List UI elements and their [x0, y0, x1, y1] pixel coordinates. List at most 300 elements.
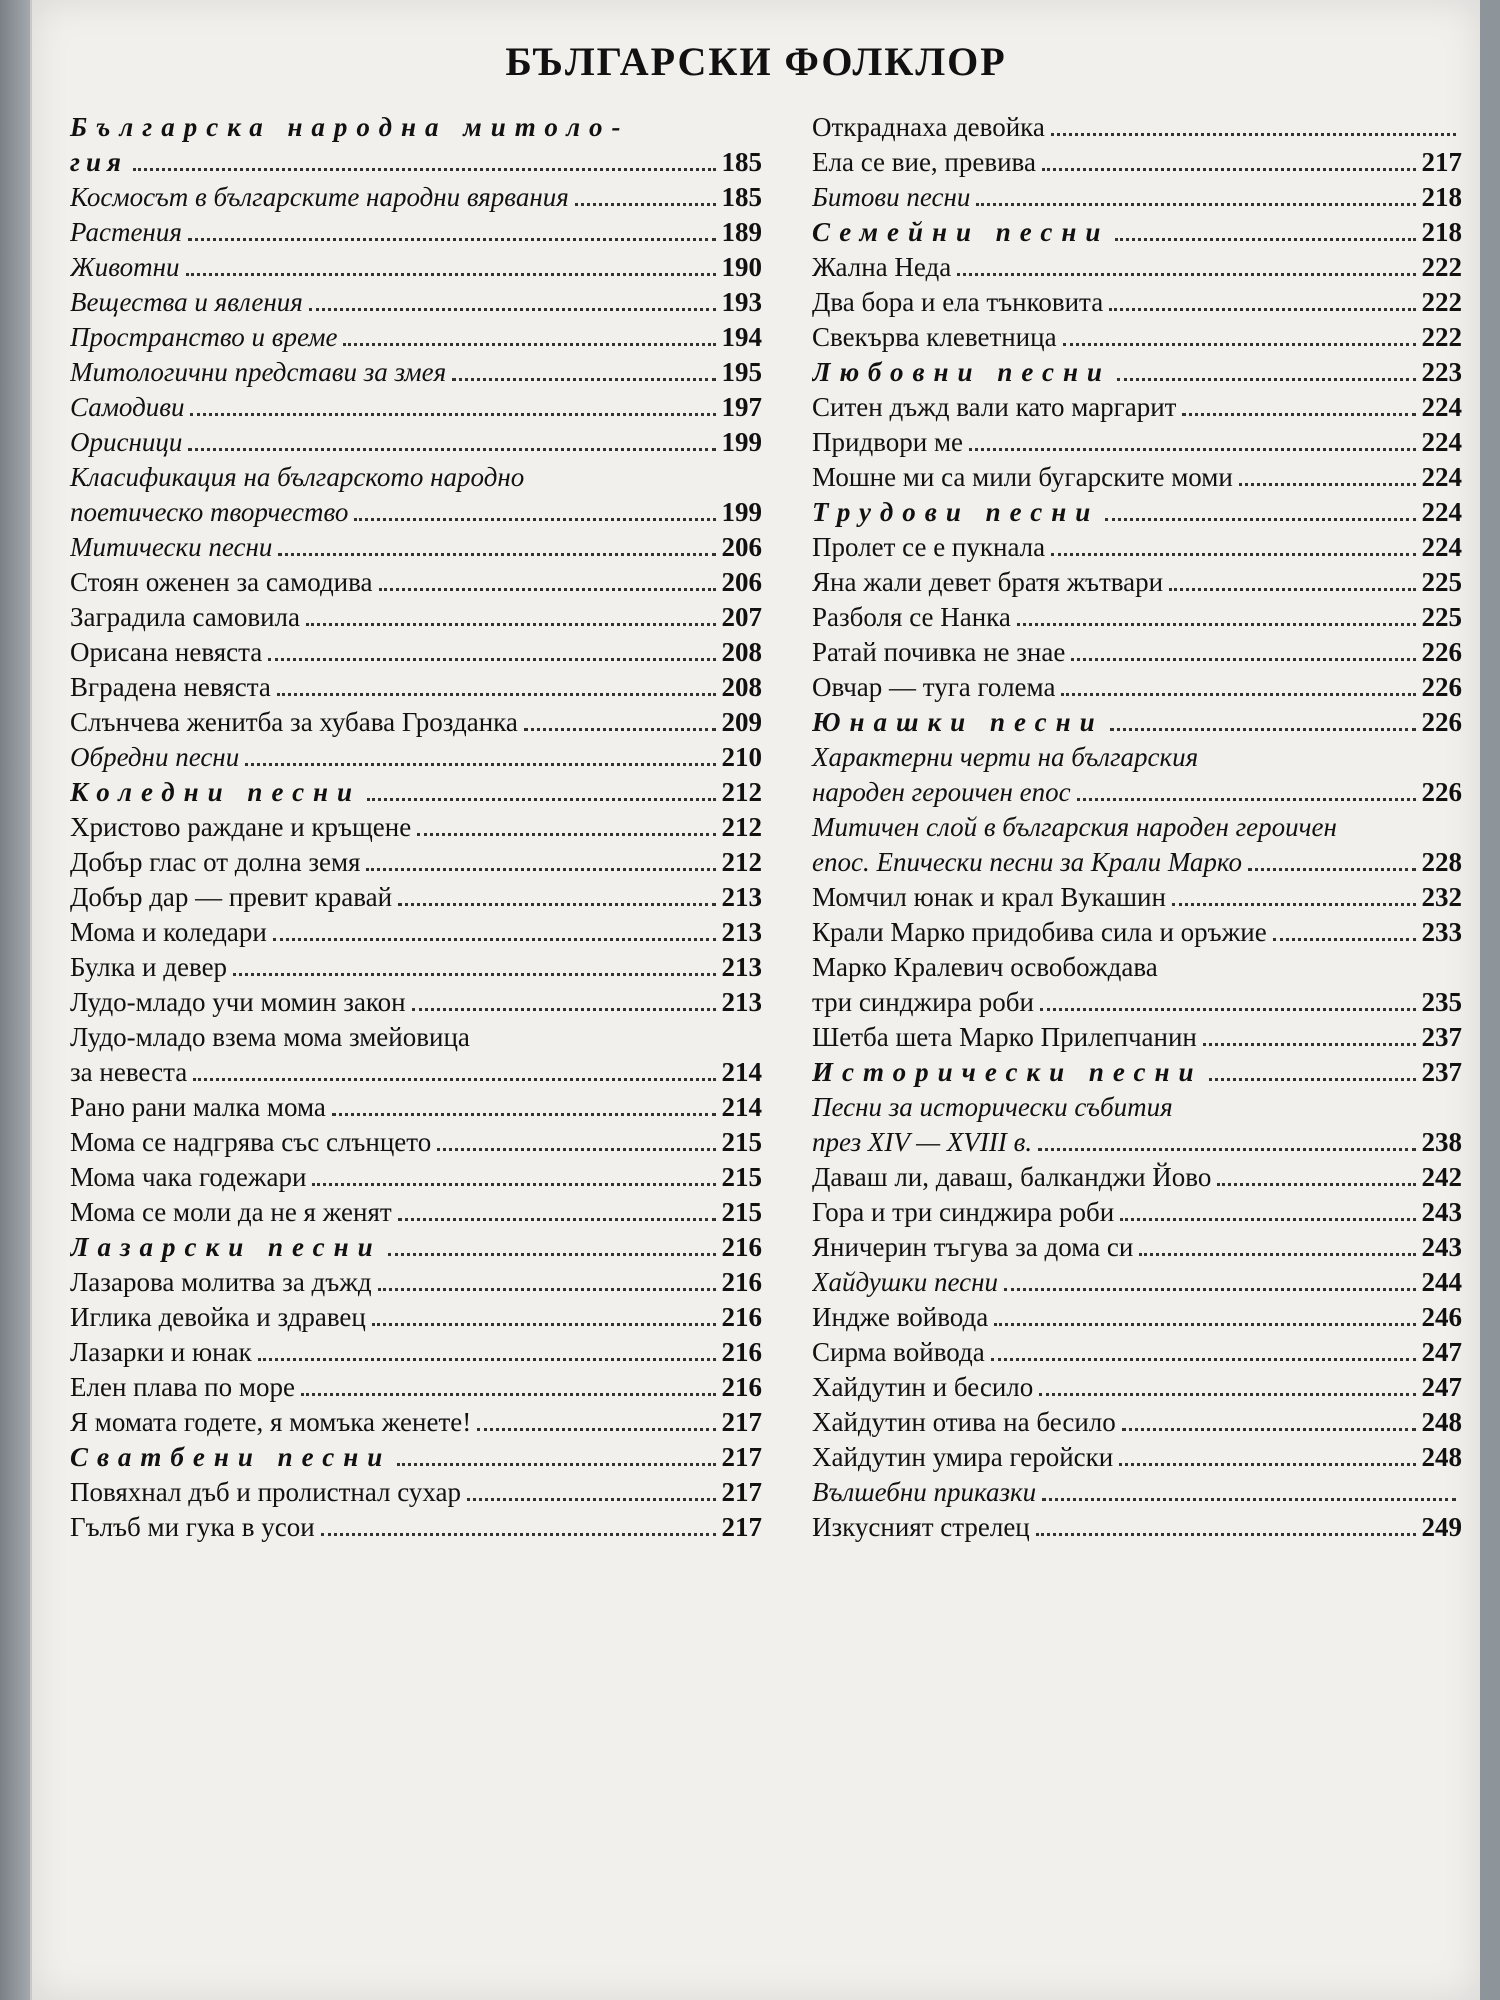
- toc-page-number: 207: [721, 602, 762, 632]
- toc-page-number: 222: [1421, 252, 1462, 282]
- dot-leader: [1042, 1498, 1456, 1501]
- toc-entry-title: Орисници: [70, 427, 183, 457]
- dot-leader: [1039, 1393, 1415, 1396]
- toc-entry: [812, 1300, 1462, 1335]
- toc-page-number: 224: [1421, 392, 1462, 422]
- toc-entry: [70, 810, 762, 845]
- toc-entry-title: Индже войвода: [812, 1302, 989, 1332]
- toc-entry: [70, 320, 762, 355]
- toc-entry-title: Слънчева женитба за хубава Грозданка: [70, 707, 518, 737]
- toc-page-number: 217: [721, 1407, 762, 1437]
- toc-entry-title: гия: [70, 147, 127, 177]
- toc-entry: [70, 1125, 762, 1160]
- toc-entry-title: Юнашки песни: [812, 707, 1104, 737]
- dot-leader: [994, 1323, 1415, 1326]
- toc-page-number: 249: [1421, 1512, 1462, 1542]
- dot-leader: [398, 903, 715, 906]
- dot-leader: [306, 623, 715, 626]
- toc-page-number: 224: [1421, 462, 1462, 492]
- dot-leader: [278, 553, 715, 556]
- toc-page-number: 194: [721, 322, 762, 352]
- toc-page-number: 216: [721, 1267, 762, 1297]
- toc-page-number: 223: [1421, 357, 1462, 387]
- toc-page-number: 195: [721, 357, 762, 387]
- dot-leader: [1077, 798, 1416, 801]
- toc-entry: [70, 845, 762, 880]
- toc-entry-title: Исторически песни: [812, 1057, 1203, 1087]
- dot-leader: [332, 1113, 716, 1116]
- toc-entry-title: за невеста: [70, 1057, 188, 1087]
- toc-page-number: 217: [721, 1512, 762, 1542]
- toc-entry-title: Добър дар — превит кравай: [70, 882, 393, 912]
- toc-entry-title: през XIV — XVIII в.: [812, 1127, 1033, 1157]
- toc-entry: [70, 1090, 762, 1125]
- dot-leader: [378, 1288, 716, 1291]
- dot-leader: [524, 728, 716, 731]
- toc-entry-title: Я момата годете, я момъка женете!: [70, 1407, 472, 1437]
- toc-entry-title: Пролет се е пукнала: [812, 532, 1046, 562]
- toc-page-number: 213: [721, 917, 762, 947]
- dot-leader: [452, 378, 715, 381]
- dot-leader: [1040, 1008, 1416, 1011]
- dot-leader: [1248, 868, 1415, 871]
- toc-entry-title: Шетба шета Марко Прилепчанин: [812, 1022, 1197, 1052]
- toc-page-number: 225: [1421, 567, 1462, 597]
- toc-entry-title: Семейни песни: [812, 217, 1110, 247]
- dot-leader: [1273, 938, 1416, 941]
- toc-entry-title: Лазарки и юнак: [70, 1337, 252, 1367]
- toc-entry-title: Изкусният стрелец: [812, 1512, 1030, 1542]
- toc-page-number: 237: [1421, 1057, 1462, 1087]
- toc-entry-title: Хайдутин умира геройски: [812, 1442, 1114, 1472]
- dot-leader: [1109, 308, 1415, 311]
- dot-leader: [1117, 378, 1416, 381]
- toc-page-number: 235: [1421, 987, 1462, 1017]
- toc-entry-title: Придвори ме: [812, 427, 964, 457]
- toc-entry-title: Животни: [70, 252, 180, 282]
- toc-page-number: 215: [721, 1162, 762, 1192]
- toc-page-number: 213: [721, 952, 762, 982]
- toc-entry: [812, 1265, 1462, 1300]
- toc-entry-title: Хайдушки песни: [812, 1267, 999, 1297]
- dot-leader: [1172, 903, 1416, 906]
- toc-entry: [70, 285, 762, 320]
- toc-page-number: 210: [721, 742, 762, 772]
- dot-leader: [258, 1358, 716, 1361]
- toc-page-number: 185: [721, 182, 762, 212]
- toc-page-number: 217: [1421, 147, 1462, 177]
- toc-entry: [812, 880, 1462, 915]
- toc-entry-title: Лазарова молитва за дъжд: [70, 1267, 372, 1297]
- toc-entry-title: Яничерин тъгува за дома си: [812, 1232, 1134, 1262]
- toc-entry-title: народен героичен епос: [812, 777, 1071, 807]
- dot-leader: [397, 1463, 715, 1466]
- toc-entry: [70, 950, 762, 985]
- dot-leader: [273, 938, 716, 941]
- dot-leader: [991, 1358, 1416, 1361]
- toc-entry: [70, 705, 762, 740]
- toc-page-number: 222: [1421, 287, 1462, 317]
- toc-entry-title: поетическо творчество: [70, 497, 349, 527]
- dot-leader: [417, 833, 715, 836]
- toc-entry: [812, 145, 1462, 180]
- toc-page-number: 248: [1421, 1407, 1462, 1437]
- toc-page-number: 193: [721, 287, 762, 317]
- toc-entry: [812, 110, 1462, 145]
- toc-entry-title: Христово раждане и кръщене: [70, 812, 412, 842]
- toc-entry-title: Свекърва клеветница: [812, 322, 1057, 352]
- toc-page-number: 206: [721, 567, 762, 597]
- toc-entry-title: Сватбени песни: [70, 1442, 392, 1472]
- dot-leader: [1004, 1288, 1415, 1291]
- dot-leader: [379, 588, 716, 591]
- toc-entry: [812, 985, 1462, 1020]
- toc-entry: [812, 285, 1462, 320]
- toc-entry: [812, 495, 1462, 530]
- dot-leader: [1042, 168, 1416, 171]
- toc-entry: [812, 635, 1462, 670]
- toc-page-number: 244: [1421, 1267, 1462, 1297]
- toc-entry-title: Обредни песни: [70, 742, 240, 772]
- toc-entry-title: Мома се надгрява със слънцето: [70, 1127, 432, 1157]
- toc-page-number: 247: [1421, 1337, 1462, 1367]
- toc-page-number: 212: [721, 847, 762, 877]
- toc-page-number: 212: [721, 812, 762, 842]
- toc-page-number: 218: [1421, 182, 1462, 212]
- toc-page-number: 228: [1421, 847, 1462, 877]
- toc-entry: [812, 1020, 1462, 1055]
- toc-page-number: 246: [1421, 1302, 1462, 1332]
- toc-page-number: 213: [721, 987, 762, 1017]
- dot-leader: [398, 1218, 716, 1221]
- toc-entry: [70, 635, 762, 670]
- toc-entry-title: Коледни песни: [70, 777, 362, 807]
- toc-entry: [70, 1405, 762, 1440]
- toc-page-number: 197: [721, 392, 762, 422]
- dot-leader: [1239, 483, 1416, 486]
- dot-leader: [188, 448, 715, 451]
- toc-page-number: 189: [721, 217, 762, 247]
- dot-leader: [1209, 1078, 1416, 1081]
- toc-entry: [70, 1195, 762, 1230]
- toc-line: Митичен слой в българския народен героичен: [812, 812, 1337, 842]
- dot-leader: [1110, 728, 1416, 731]
- toc-entry-title: Хайдутин отива на бесило: [812, 1407, 1116, 1437]
- toc-entry-title: Трудови песни: [812, 497, 1100, 527]
- toc-page-number: 226: [1421, 637, 1462, 667]
- toc-entry: [812, 915, 1462, 950]
- toc-entry: [70, 670, 762, 705]
- toc-entry-title: Хайдутин и бесило: [812, 1372, 1034, 1402]
- toc-page-number: 208: [721, 672, 762, 702]
- dot-leader: [321, 1533, 716, 1536]
- toc-entry: [70, 215, 762, 250]
- toc-entry: [70, 425, 762, 460]
- toc-entry: [812, 355, 1462, 390]
- toc-entry-title: Мома и коледари: [70, 917, 267, 947]
- toc-entry: [812, 845, 1462, 880]
- dot-leader: [309, 308, 716, 311]
- dot-leader: [372, 1323, 716, 1326]
- dot-leader: [1217, 1183, 1415, 1186]
- binder-edge: [0, 0, 30, 2000]
- dot-leader: [1051, 553, 1415, 556]
- toc-entry: [70, 1265, 762, 1300]
- toc-entry: [812, 600, 1462, 635]
- dot-leader: [268, 658, 715, 661]
- toc-entry: [70, 1510, 762, 1545]
- toc-page-number: 225: [1421, 602, 1462, 632]
- toc-entry: [812, 1055, 1462, 1090]
- toc-entry: [70, 1335, 762, 1370]
- toc-entry-title: Разболя се Нанка: [812, 602, 1011, 632]
- toc-page-number: 215: [721, 1127, 762, 1157]
- toc-line: Българска народна митоло-: [70, 112, 630, 142]
- toc-entry: [70, 145, 762, 180]
- toc-entry-title: Крали Марко придобива сила и оръжие: [812, 917, 1267, 947]
- toc-entry: [70, 775, 762, 810]
- dot-leader: [301, 1393, 716, 1396]
- toc-entry: [812, 1440, 1462, 1475]
- toc-entry: [812, 320, 1462, 355]
- toc-line: Марко Кралевич освобождава: [812, 952, 1158, 982]
- dot-leader: [277, 693, 716, 696]
- toc-entry-title: Битови песни: [812, 182, 971, 212]
- dot-leader: [437, 1148, 715, 1151]
- toc-entry-title: Сирма войвода: [812, 1337, 985, 1367]
- toc-page-number: 218: [1421, 217, 1462, 247]
- toc-page-number: 243: [1421, 1232, 1462, 1262]
- toc-page-number: 213: [721, 882, 762, 912]
- toc-entry-title: Булка и девер: [70, 952, 228, 982]
- toc-line: Характерни черти на българския: [812, 742, 1199, 772]
- toc-page-number: 248: [1421, 1442, 1462, 1472]
- dot-leader: [1063, 343, 1416, 346]
- toc-entry: [70, 355, 762, 390]
- dot-leader: [969, 448, 1415, 451]
- dot-leader: [1051, 133, 1456, 136]
- toc-entry: [70, 390, 762, 425]
- toc-page-number: 243: [1421, 1197, 1462, 1227]
- toc-entry: [70, 530, 762, 565]
- toc-entry-title: Заградила самовила: [70, 602, 301, 632]
- toc-entry-title: Повяхнал дъб и пролистнал сухар: [70, 1477, 462, 1507]
- dot-leader: [1017, 623, 1416, 626]
- toc-page-number: 216: [721, 1337, 762, 1367]
- toc-entry-title: Жална Неда: [812, 252, 952, 282]
- toc-entry: [812, 215, 1462, 250]
- toc-page-number: 232: [1421, 882, 1462, 912]
- dot-leader: [388, 1253, 716, 1256]
- toc-page-number: 212: [721, 777, 762, 807]
- toc-entry-title: Орисана невяста: [70, 637, 263, 667]
- toc-page-number: 214: [721, 1092, 762, 1122]
- toc-column-right: [812, 110, 1462, 1545]
- toc-column-left: [70, 110, 762, 1545]
- dot-leader: [1071, 658, 1415, 661]
- toc-entry: [812, 670, 1462, 705]
- toc-entry: [70, 250, 762, 285]
- toc-entry-title: Мома чака годежари: [70, 1162, 307, 1192]
- toc-page-number: 216: [721, 1372, 762, 1402]
- toc-entry: [70, 1370, 762, 1405]
- dot-leader: [343, 343, 715, 346]
- toc-page-number: 214: [721, 1057, 762, 1087]
- dot-leader: [1036, 1533, 1416, 1536]
- dot-leader: [193, 1078, 715, 1081]
- toc-entry: [812, 1230, 1462, 1265]
- dot-leader: [1203, 1043, 1416, 1046]
- toc-page-number: 216: [721, 1232, 762, 1262]
- toc-entry: [812, 390, 1462, 425]
- toc-page-number: 199: [721, 497, 762, 527]
- dot-leader: [188, 238, 716, 241]
- toc-page-number: 224: [1421, 497, 1462, 527]
- toc-entry-title: Вълшебни приказки: [812, 1477, 1037, 1507]
- toc-entry-title: Пространство и време: [70, 322, 338, 352]
- toc-entry: [812, 1335, 1462, 1370]
- dot-leader: [133, 168, 716, 171]
- dot-leader: [1105, 518, 1415, 521]
- toc-entry: [70, 1475, 762, 1510]
- toc-line: Класификация на българското народно: [70, 462, 525, 492]
- toc-entry-title: Космосът в българските народни вярвания: [70, 182, 569, 212]
- dot-leader: [366, 868, 715, 871]
- toc-page-number: 226: [1421, 672, 1462, 702]
- toc-page-number: 226: [1421, 707, 1462, 737]
- toc-page-number: 242: [1421, 1162, 1462, 1192]
- dot-leader: [233, 973, 715, 976]
- toc-entry: [812, 1370, 1462, 1405]
- toc-entry-title: Вградена невяста: [70, 672, 271, 702]
- toc-entry-title: Митологични представи за змея: [70, 357, 447, 387]
- toc-entry-title: Лудо-младо учи момин закон: [70, 987, 406, 1017]
- toc-page-number: 190: [721, 252, 762, 282]
- toc-entry: [812, 180, 1462, 215]
- dot-leader: [190, 413, 715, 416]
- toc-entry: [70, 985, 762, 1020]
- toc-page-number: 247: [1421, 1372, 1462, 1402]
- toc-page-number: 216: [721, 1302, 762, 1332]
- toc-page-number: 226: [1421, 777, 1462, 807]
- toc-entry-title: Растения: [70, 217, 182, 247]
- toc-entry-title: епос. Епически песни за Крали Марко: [812, 847, 1243, 877]
- dot-leader: [1122, 1428, 1416, 1431]
- toc-entry: [70, 565, 762, 600]
- toc-entry-title: Ситен дъжд вали като маргарит: [812, 392, 1177, 422]
- toc-entry: [812, 250, 1462, 285]
- dot-leader: [312, 1183, 715, 1186]
- toc-page-number: 209: [721, 707, 762, 737]
- toc-entry: [70, 180, 762, 215]
- dot-leader: [467, 1498, 715, 1501]
- dot-leader: [412, 1008, 716, 1011]
- toc-entry: [70, 495, 762, 530]
- toc-entry-title: три синджира роби: [812, 987, 1034, 1017]
- toc-entry-title: Елен плава по море: [70, 1372, 295, 1402]
- toc-entry-title: Два бора и ела тънковита: [812, 287, 1104, 317]
- toc-page-number: 222: [1421, 322, 1462, 352]
- toc-entry-title: Самодиви: [70, 392, 185, 422]
- dot-leader: [1038, 1148, 1415, 1151]
- dot-leader: [575, 203, 716, 206]
- toc-entry: [70, 1440, 762, 1475]
- toc-entry-title: Иглика девойка и здравец: [70, 1302, 366, 1332]
- dot-leader: [477, 1428, 715, 1431]
- toc-entry: [70, 915, 762, 950]
- toc-entry: [812, 530, 1462, 565]
- toc-entry-title: Стоян оженен за самодива: [70, 567, 373, 597]
- toc-entry-title: Мома се моли да не я женят: [70, 1197, 392, 1227]
- dot-leader: [1120, 1218, 1415, 1221]
- toc-entry-title: Рано рани малка мома: [70, 1092, 326, 1122]
- toc-entry-title: Овчар — туга голема: [812, 672, 1056, 702]
- toc-page-number: 224: [1421, 532, 1462, 562]
- toc-entry: [70, 1230, 762, 1265]
- toc-page-number: 215: [721, 1197, 762, 1227]
- page-title: БЪЛГАРСКИ ФОЛКЛОР: [505, 39, 1007, 84]
- toc-page-number: 217: [721, 1477, 762, 1507]
- toc-page-number: 185: [721, 147, 762, 177]
- toc-entry: [70, 740, 762, 775]
- toc-entry: [812, 1405, 1462, 1440]
- toc-entry-title: Митически песни: [70, 532, 273, 562]
- toc-page-number: 233: [1421, 917, 1462, 947]
- toc-entry-title: Откраднаха девойка: [812, 112, 1045, 142]
- toc-entry: [812, 1195, 1462, 1230]
- dot-leader: [976, 203, 1415, 206]
- dot-leader: [354, 518, 715, 521]
- toc-page-number: 199: [721, 427, 762, 457]
- toc-entry: [812, 705, 1462, 740]
- toc-entry: [70, 1300, 762, 1335]
- toc-page-number: 224: [1421, 427, 1462, 457]
- dot-leader: [1169, 588, 1415, 591]
- toc-line: Лудо-младо взема мома змейовица: [70, 1022, 470, 1052]
- toc-entry: [812, 775, 1462, 810]
- toc-entry-title: Момчил юнак и крал Вукашин: [812, 882, 1166, 912]
- toc-entry-title: Гора и три синджира роби: [812, 1197, 1115, 1227]
- toc-entry: [812, 565, 1462, 600]
- dot-leader: [367, 798, 715, 801]
- toc-entry: [812, 425, 1462, 460]
- toc-page-number: 217: [721, 1442, 762, 1472]
- dot-leader: [1139, 1253, 1415, 1256]
- toc-entry: [812, 460, 1462, 495]
- toc-entry-title: Ратай почивка не знае: [812, 637, 1066, 667]
- dot-leader: [957, 273, 1415, 276]
- toc-line: Песни за исторически събития: [812, 1092, 1173, 1122]
- toc-entry-title: Лазарски песни: [70, 1232, 382, 1262]
- toc-entry: [70, 600, 762, 635]
- toc-page-number: 208: [721, 637, 762, 667]
- toc-entry-title: Гълъб ми гука в усои: [70, 1512, 315, 1542]
- toc-entry: [812, 1125, 1462, 1160]
- toc-entry-title: Ела се вие, превива: [812, 147, 1036, 177]
- toc-entry: [70, 880, 762, 915]
- toc-entry-title: Даваш ли, даваш, балканджи Йово: [812, 1162, 1212, 1192]
- dot-leader: [1182, 413, 1415, 416]
- toc-entry-title: Мошне ми са мили бугарските моми: [812, 462, 1233, 492]
- toc-entry: [70, 1160, 762, 1195]
- dot-leader: [1061, 693, 1415, 696]
- toc-entry: [812, 1475, 1462, 1510]
- dot-leader: [1115, 238, 1415, 241]
- toc-page-number: 206: [721, 532, 762, 562]
- toc-entry: [70, 1055, 762, 1090]
- toc-entry: [812, 1160, 1462, 1195]
- toc-entry-title: Добър глас от долна земя: [70, 847, 361, 877]
